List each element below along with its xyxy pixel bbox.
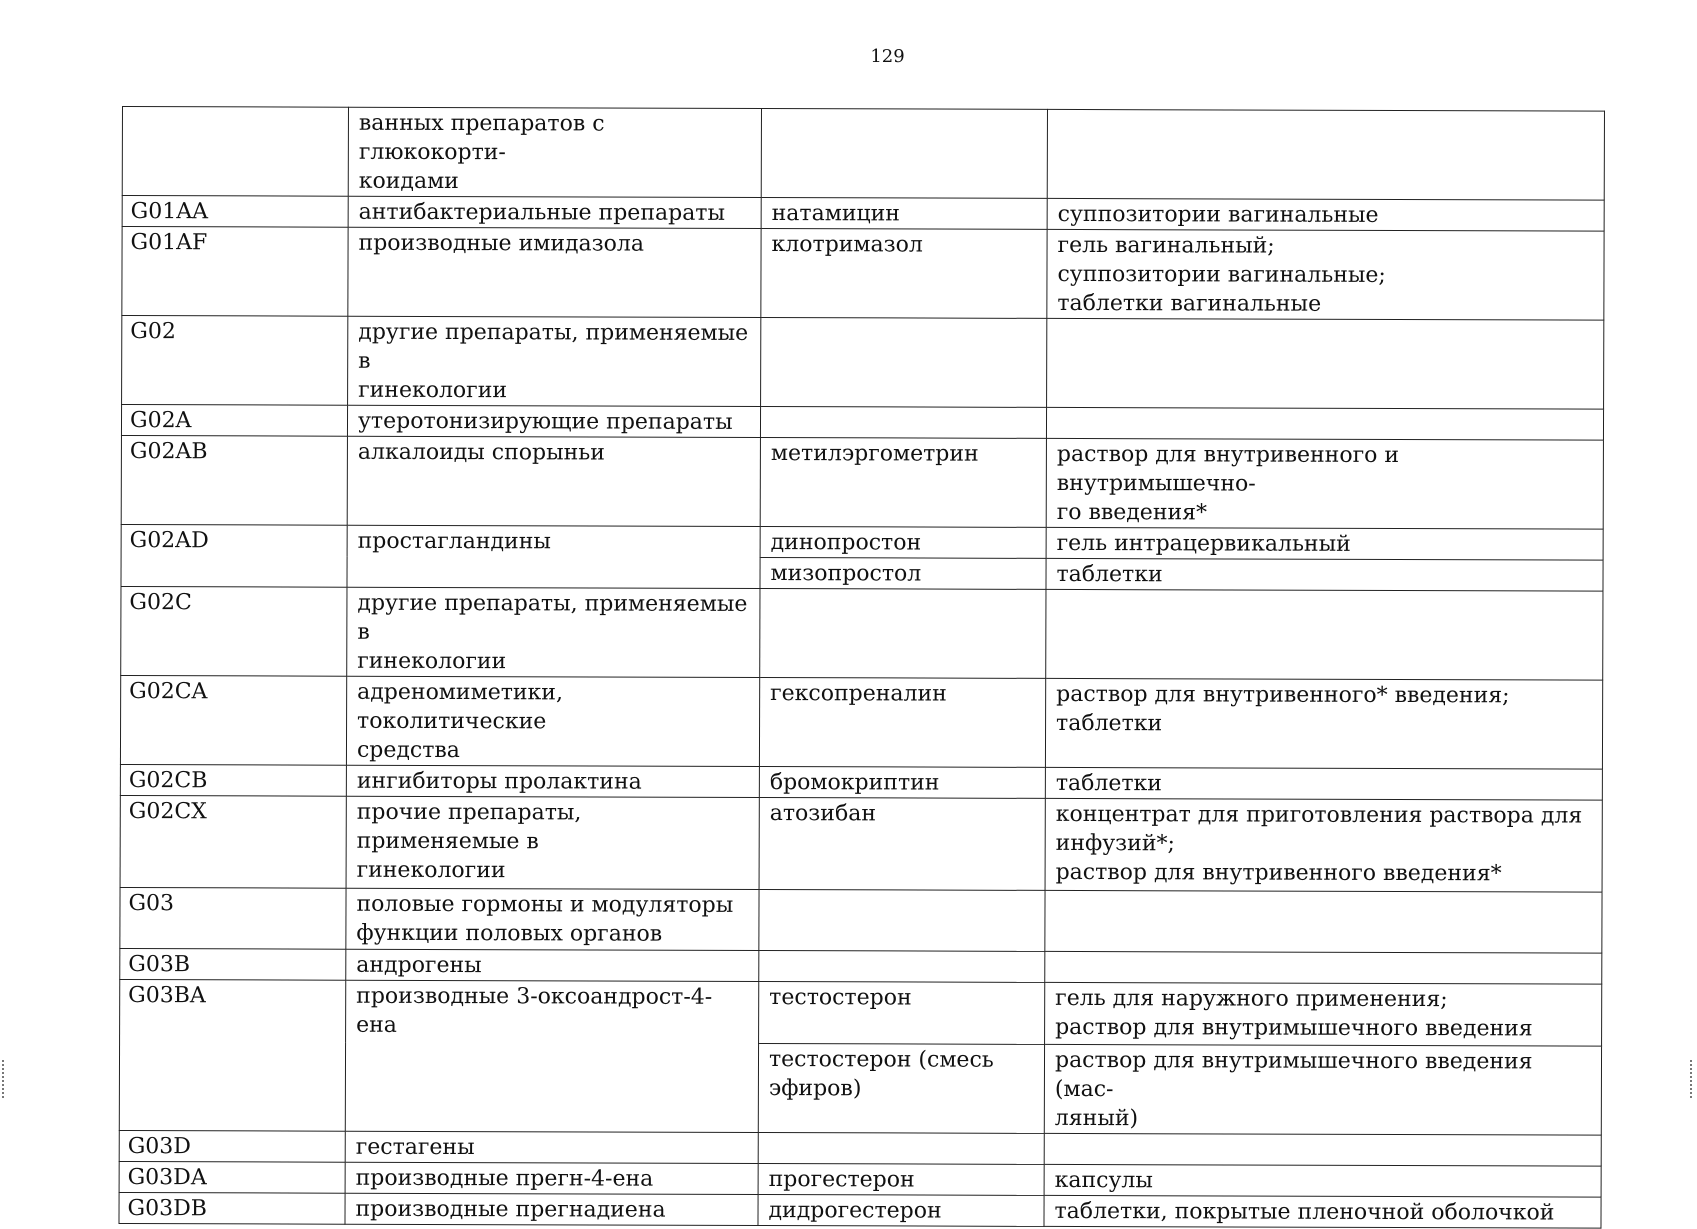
atc-code-cell: G02CX xyxy=(120,795,346,888)
dosage-form-cell: таблетки, покрытые пленочной оболочкой xyxy=(1044,1195,1601,1228)
pharmacological-group-cell: утеротонизирующие препараты xyxy=(347,405,760,437)
atc-code-cell: G03DA xyxy=(119,1161,345,1193)
dosage-form-cell: раствор для внутримышечного введения (мас- ляный) xyxy=(1044,1044,1601,1135)
pharmacological-group-cell: прочие препараты, применяемые в гинекологии xyxy=(346,796,759,889)
dosage-form-cell xyxy=(1045,890,1602,953)
dosage-form-cell: суппозитории вагинальные xyxy=(1047,198,1604,231)
atc-code-cell: G02AB xyxy=(121,435,347,525)
scan-edge-mark-right xyxy=(1690,1060,1696,1098)
drug-name-cell: дидрогестерон xyxy=(758,1195,1044,1227)
atc-code-cell: G02A xyxy=(121,405,347,437)
table-row xyxy=(121,586,1603,680)
atc-code-cell: G03DB xyxy=(119,1192,345,1224)
drug-name-cell xyxy=(759,890,1045,952)
table-row xyxy=(120,764,1602,800)
pharmacological-group-cell: ванных препаратов с глюкокорти- коидами xyxy=(348,107,761,197)
pharmacological-group-cell: другие препараты, применяемые в гинекологии xyxy=(348,316,761,406)
atc-code-cell: G01AF xyxy=(122,227,348,317)
atc-code-cell: G02CB xyxy=(120,764,346,796)
scan-edge-mark-left xyxy=(2,1060,8,1098)
page-number: 129 xyxy=(870,46,905,67)
table-row xyxy=(120,887,1602,953)
pharmacological-group-cell: производные прегнадиена xyxy=(345,1193,758,1225)
pharmacological-group-cell: половые гормоны и модуляторы функции половых органов xyxy=(346,888,759,950)
drug-name-cell: тестостерон (смесь эфиров) xyxy=(758,1044,1044,1134)
dosage-form-cell: гель для наружного применения; раствор для внутримышечного введения xyxy=(1045,982,1602,1046)
dosage-form-cell: таблетки xyxy=(1046,558,1603,591)
table-row xyxy=(120,979,1602,1046)
atc-code-cell: G02CA xyxy=(120,675,346,765)
pharmacological-group-cell: производные имидазола xyxy=(348,227,761,317)
dosage-form-cell: раствор для внутривенного и внутримышечно- го введения* xyxy=(1046,438,1603,529)
dosage-form-cell: гель интрацервикальный xyxy=(1046,527,1603,560)
drug-name-cell xyxy=(761,318,1047,408)
pharmacological-group-cell: алкалоиды спорыньи xyxy=(347,436,760,526)
drug-name-cell: тестостерон xyxy=(759,982,1045,1045)
table-row xyxy=(122,107,1604,201)
drug-name-cell xyxy=(759,951,1045,983)
pharmacological-group-cell: андрогены xyxy=(346,949,759,981)
table-row xyxy=(120,675,1602,769)
drug-name-cell xyxy=(760,589,1046,679)
dosage-form-cell: гель вагинальный; суппозитории вагинальные; таблетки вагинальные xyxy=(1047,229,1604,320)
table-row xyxy=(121,524,1603,560)
drug-name-cell xyxy=(760,407,1046,439)
table-row xyxy=(121,405,1603,441)
atc-code-cell: G02C xyxy=(121,586,347,676)
pharmacological-group-cell: производные прегн-4-ена xyxy=(345,1162,758,1194)
pharmacological-group-cell: другие препараты, применяемые в гинекологии xyxy=(347,587,760,677)
table-row xyxy=(120,795,1602,892)
dosage-form-cell xyxy=(1044,1133,1601,1166)
table-row xyxy=(119,1161,1601,1197)
pharmacological-group-cell: производные 3-оксоандрост-4-ена xyxy=(345,980,758,1132)
table-row xyxy=(119,1130,1601,1166)
pharmacological-group-cell: адреномиметики, токолитические средства xyxy=(346,676,759,766)
atc-code-cell: G03BA xyxy=(119,979,345,1131)
drug-name-cell: клотримазол xyxy=(761,229,1047,319)
atc-code-cell: G03 xyxy=(120,887,346,949)
drug-name-cell xyxy=(758,1133,1044,1165)
drug-name-cell: гексопреналин xyxy=(759,678,1045,768)
atc-code-cell: G01AA xyxy=(122,196,348,228)
drug-name-cell xyxy=(761,109,1047,199)
pharmacological-group-cell: простагландины xyxy=(347,525,760,588)
drug-name-cell: динопростон xyxy=(760,527,1046,559)
drug-name-cell: мизопростол xyxy=(760,558,1046,590)
dosage-form-cell xyxy=(1046,407,1603,440)
pharmacological-group-cell: антибактериальные препараты xyxy=(348,196,761,228)
table-row xyxy=(121,435,1603,529)
dosage-form-cell: таблетки xyxy=(1045,767,1602,800)
dosage-form-cell: капсулы xyxy=(1044,1164,1601,1197)
drug-name-cell: атозибан xyxy=(759,798,1045,891)
drug-name-cell: бромокриптин xyxy=(759,767,1045,799)
table-row xyxy=(119,1192,1601,1228)
drug-name-cell: прогестерон xyxy=(758,1164,1044,1196)
table-row xyxy=(122,227,1604,321)
dosage-form-cell xyxy=(1046,589,1603,680)
table-row xyxy=(120,948,1602,984)
atc-code-cell xyxy=(122,107,348,197)
table-row xyxy=(122,196,1604,232)
dosage-form-cell xyxy=(1045,951,1602,984)
table-row xyxy=(122,316,1604,410)
dosage-form-cell: концентрат для приготовления раствора для инфузий*; раствор для внутривенного введения* xyxy=(1045,798,1602,892)
dosage-form-cell xyxy=(1047,109,1604,200)
dosage-form-cell xyxy=(1047,318,1604,409)
atc-code-cell: G02 xyxy=(122,316,348,406)
atc-code-cell: G02AD xyxy=(121,524,347,587)
pharmacological-group-cell: ингибиторы пролактина xyxy=(346,765,759,797)
atc-code-cell: G03D xyxy=(119,1130,345,1162)
drug-name-cell: метилэргометрин xyxy=(760,438,1046,528)
dosage-form-cell: раствор для внутривенного* введения; таблетки xyxy=(1045,678,1602,769)
drug-classification-table xyxy=(118,106,1605,1229)
atc-code-cell: G03B xyxy=(120,948,346,980)
drug-name-cell: натамицин xyxy=(761,198,1047,230)
pharmacological-group-cell: гестагены xyxy=(345,1131,758,1163)
